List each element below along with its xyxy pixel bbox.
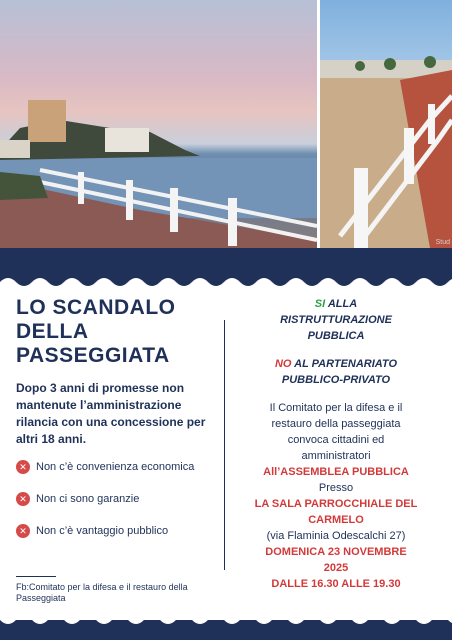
footer-divider xyxy=(16,576,56,577)
list-item xyxy=(16,522,216,540)
invite-line: amministratori xyxy=(301,450,371,462)
si-line xyxy=(236,296,436,312)
si-rest: ALLA xyxy=(325,298,358,310)
lead-paragraph: Dopo 3 anni di promesse non mantenute l’amministrazione rilancia con una concessione per altri 18 anni. xyxy=(16,381,206,446)
bullet-list xyxy=(16,458,216,554)
facebook-footer: Fb:Comitato per la difesa e il restauro della Passeggiata xyxy=(16,582,188,603)
list-item xyxy=(16,490,216,508)
title-line: LO SCANDALO xyxy=(16,296,176,319)
venue-line: LA SALA PARROCCHIALE DEL xyxy=(254,498,418,510)
event-details xyxy=(236,296,436,592)
bullet-text: Non c’è vantaggio pubblico xyxy=(36,525,169,537)
venue-line: CARMELO xyxy=(308,514,364,526)
address-line: (via Flaminia Odescalchi 27) xyxy=(266,530,406,542)
no-rest: AL PARTENARIATO xyxy=(291,358,398,370)
invite-line: convoca cittadini ed xyxy=(287,434,385,446)
no-line xyxy=(236,356,436,372)
invite-line: Il Comitato per la difesa e il xyxy=(269,402,403,414)
si-word: SI xyxy=(314,298,326,310)
date-line: DOMENICA 23 NOVEMBRE xyxy=(265,546,407,558)
bullet-text: Non c’è convenienza economica xyxy=(36,461,195,473)
x-circle-icon: ✕ xyxy=(16,524,30,538)
time-line: DALLE 16.30 ALLE 19.30 xyxy=(271,578,401,590)
list-item xyxy=(16,458,216,476)
wave-band-bottom xyxy=(0,612,452,640)
no-line-2: PUBBLICO-PRIVATO xyxy=(281,374,391,386)
x-circle-icon: ✕ xyxy=(16,492,30,506)
x-circle-icon: ✕ xyxy=(16,460,30,474)
title-line: PASSEGGIATA xyxy=(16,344,170,367)
assembly-line: All’ASSEMBLEA PUBBLICA xyxy=(263,466,409,478)
promenade-photo-right xyxy=(320,0,452,248)
title-line: DELLA xyxy=(16,320,89,343)
no-word: NO xyxy=(274,358,292,370)
si-line-3: PUBBLICA xyxy=(307,330,365,342)
page-title xyxy=(16,296,221,368)
bullet-text: Non ci sono garanzie xyxy=(36,493,140,505)
si-line-2: RISTRUTTURAZIONE xyxy=(280,314,392,326)
date-line: 2025 xyxy=(323,562,349,574)
photo-watermark: Stud xyxy=(435,239,450,246)
column-divider xyxy=(224,320,225,570)
promenade-photo-left xyxy=(0,0,317,248)
wave-band-top xyxy=(0,248,452,292)
presso-line: Presso xyxy=(318,482,354,494)
invite-line: restauro della passeggiata xyxy=(271,418,401,430)
